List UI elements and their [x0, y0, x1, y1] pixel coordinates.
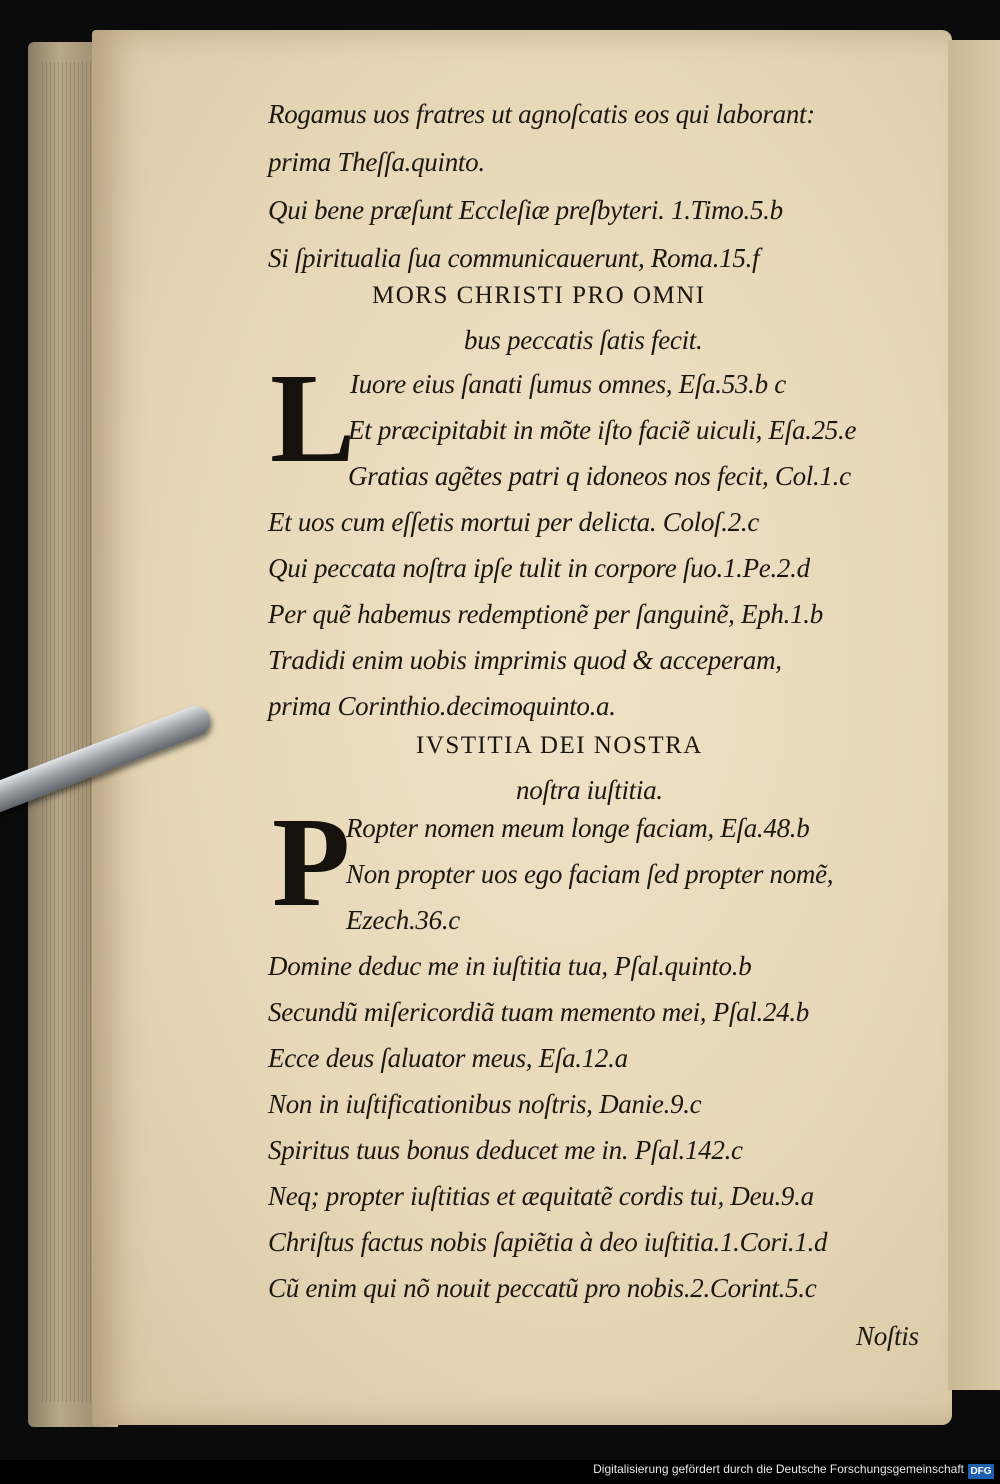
text-line: Qui bene præſunt Eccleſiæ preſbyteri. 1.Timo.5.b [268, 195, 783, 225]
text-line: Iuore eius ſanati ſumus omnes, Eſa.53.b c [350, 369, 786, 399]
text-line: Ropter nomen meum longe faciam, Eſa.48.b [346, 813, 810, 843]
dfg-logo: DFG [968, 1464, 994, 1479]
digitization-footer [0, 1460, 1000, 1484]
text-line: Cũ enim qui nõ nouit peccatũ pro nobis.2.Corint.5.c [268, 1273, 817, 1303]
drop-capital: P [272, 791, 350, 933]
section-heading: IVSTITIA DEI NOSTRA [416, 732, 703, 759]
text-line: Et præcipitabit in mõte iſto faciẽ uiculi, Eſa.25.e [348, 415, 857, 445]
text-line: Gratias agẽtes patri q idoneos nos fecit, Col.1.c [348, 461, 851, 491]
drop-capital: L [270, 347, 356, 489]
text-line: prima Corinthio.decimoquinto.a. [268, 691, 616, 721]
text-line: prima Theſſa.quinto. [268, 147, 485, 177]
text-line: Non propter uos ego faciam ſed propter nomẽ, [346, 859, 834, 889]
facing-page-edge [948, 40, 1000, 1390]
text-line: Tradidi enim uobis imprimis quod & acceperam, [268, 645, 782, 675]
text-line: Ezech.36.c [346, 905, 460, 935]
section-subheading: noſtra iuſtitia. [516, 775, 663, 805]
text-line: Et uos cum eſſetis mortui per delicta. Coloſ.2.c [268, 507, 760, 537]
text-line: Qui peccata noſtra ipſe tulit in corpore ſuo.1.Pe.2.d [268, 553, 810, 583]
section-subheading: bus peccatis ſatis fecit. [464, 325, 703, 355]
text-line: Non in iuſtificationibus noſtris, Danie.9.c [268, 1089, 702, 1119]
text-line: Rogamus uos fratres ut agnoſcatis eos qui laborant: [268, 99, 815, 129]
section-heading: MORS CHRISTI PRO OMNI [372, 282, 706, 309]
text-line: Chriſtus factus nobis ſapiẽtia à deo iuſtitia.1.Cori.1.d [268, 1227, 828, 1257]
catchword: Noſtis [856, 1321, 919, 1351]
text-line: Spiritus tuus bonus deducet me in. Pſal.142.c [268, 1135, 743, 1165]
text-line: Ecce deus ſaluator meus, Eſa.12.a [268, 1043, 628, 1073]
text-line: Secundũ miſericordiã tuam memento mei, Pſal.24.b [268, 997, 809, 1027]
footer-credit: Digitalisierung gefördert durch die Deutsche Forschungsgemeinschaft [593, 1462, 964, 1476]
text-line: Per quẽ habemus redemptionẽ per ſanguinẽ, Eph.1.b [268, 599, 823, 629]
text-line: Si ſpiritualia ſua communicauerunt, Roma.15.f [268, 243, 760, 273]
text-line: Domine deduc me in iuſtitia tua, Pſal.quinto.b [268, 951, 752, 981]
text-line: Neq; propter iuſtitias et æquitatẽ cordis tui, Deu.9.a [268, 1181, 814, 1211]
